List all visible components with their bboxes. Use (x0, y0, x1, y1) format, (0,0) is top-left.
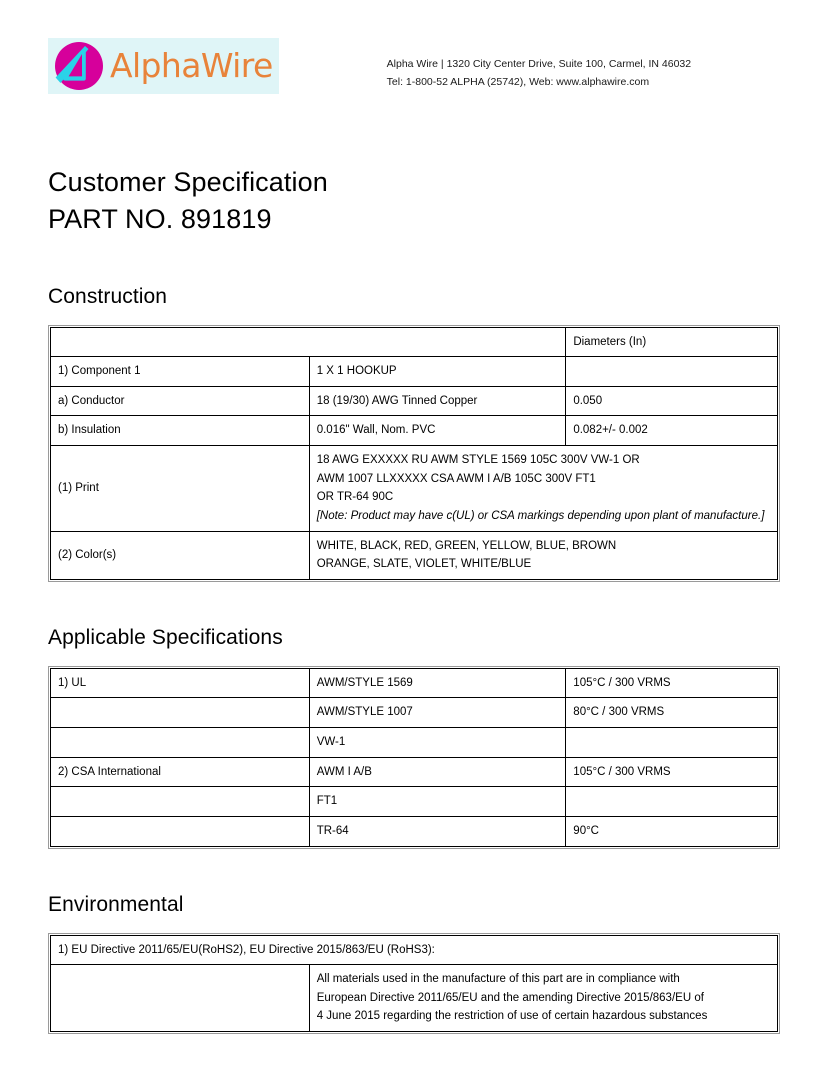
compliance-statement (309, 965, 777, 1032)
construction-table-frame (48, 325, 780, 582)
colors-label: (2) Color(s) (51, 531, 310, 579)
row-value: 0.016" Wall, Nom. PVC (309, 416, 566, 446)
applicable-table-frame (48, 666, 780, 849)
environmental-table (50, 935, 778, 1033)
row-diameter: 0.082+/- 0.002 (566, 416, 778, 446)
row-agency (51, 787, 310, 817)
table-row (51, 668, 778, 698)
table-row (51, 416, 778, 446)
row-rating: 80°C / 300 VRMS (566, 698, 778, 728)
page-title (48, 164, 780, 239)
row-rating: 90°C (566, 816, 778, 846)
environmental-table-frame (48, 933, 780, 1035)
table-row (51, 816, 778, 846)
brand-wordmark: AlphaWire (110, 45, 273, 85)
page-header (48, 0, 780, 124)
row-agency (51, 698, 310, 728)
row-agency (51, 728, 310, 758)
table-row (51, 728, 778, 758)
print-label: (1) Print (51, 446, 310, 532)
construction-table (50, 327, 778, 580)
row-standard: AWM I A/B (309, 757, 566, 787)
colors-value (309, 531, 777, 579)
compliance-line-2: European Directive 2011/65/EU and the amending Directive 2015/863/EU of (316, 991, 704, 1004)
eu-directive-header: 1) EU Directive 2011/65/EU(RoHS2), EU Directive 2015/863/EU (RoHS3): (51, 935, 778, 965)
table-row (51, 386, 778, 416)
compliance-blank-cell (51, 965, 310, 1032)
row-label: b) Insulation (51, 416, 310, 446)
row-standard: TR-64 (309, 816, 566, 846)
row-rating (566, 728, 778, 758)
compliance-line-1: All materials used in the manufacture of this part are in compliance with (316, 973, 680, 986)
colors-line-1: WHITE, BLACK, RED, GREEN, YELLOW, BLUE, BROWN (316, 539, 617, 552)
table-row-header (51, 327, 778, 357)
table-row (51, 698, 778, 728)
table-row (51, 787, 778, 817)
print-line-2: AWM 1007 LLXXXXX CSA AWM I A/B 105C 300V FT1 (316, 472, 596, 485)
section-heading-construction: Construction (48, 284, 168, 308)
row-value: 18 (19/30) AWG Tinned Copper (309, 386, 566, 416)
brand-logo (48, 38, 279, 94)
company-phone-web: Tel: 1-800-52 ALPHA (25742), Web: www.alphawire.com (386, 76, 650, 89)
row-standard: VW-1 (309, 728, 566, 758)
colors-line-2: ORANGE, SLATE, VIOLET, WHITE/BLUE (316, 558, 532, 571)
document-title: Customer Specification (48, 167, 328, 197)
row-standard: FT1 (309, 787, 566, 817)
row-rating: 105°C / 300 VRMS (566, 757, 778, 787)
print-line-3: OR TR-64 90C (316, 491, 394, 504)
row-rating (566, 787, 778, 817)
table-row-directive-header (51, 935, 778, 965)
alpha-wire-logo-mark-icon (52, 39, 106, 93)
table-row (51, 357, 778, 387)
row-rating: 105°C / 300 VRMS (566, 668, 778, 698)
row-label: 1) Component 1 (51, 357, 310, 387)
row-diameter (566, 357, 778, 387)
applicable-specifications-table (50, 668, 778, 847)
row-agency: 1) UL (51, 668, 310, 698)
part-number: PART NO. 891819 (48, 204, 272, 235)
section-heading-environmental: Environmental (48, 892, 184, 916)
table-row-print (51, 446, 778, 532)
compliance-line-3: 4 June 2015 regarding the restriction of use of certain hazardous substances (316, 1010, 708, 1023)
company-contact-info (387, 38, 691, 92)
print-note: [Note: Product may have c(UL) or CSA markings depending upon plant of manufacture.] (316, 509, 765, 522)
row-diameter: 0.050 (566, 386, 778, 416)
print-line-1: 18 AWG EXXXXX RU AWM STYLE 1569 105C 300V VW-1 OR (316, 454, 640, 466)
company-address: Alpha Wire | 1320 City Center Drive, Suite 100, Carmel, IN 46032 (386, 58, 692, 70)
row-label: a) Conductor (51, 386, 310, 416)
print-value (309, 446, 777, 532)
construction-header-diameters: Diameters (In) (566, 327, 778, 357)
row-value: 1 X 1 HOOKUP (309, 357, 566, 387)
section-heading-applicable-specifications: Applicable Specifications (48, 625, 283, 649)
row-standard: AWM/STYLE 1007 (309, 698, 566, 728)
table-row-compliance (51, 965, 778, 1032)
construction-header-blank (51, 327, 566, 357)
row-agency: 2) CSA International (51, 757, 310, 787)
table-row (51, 757, 778, 787)
table-row-colors (51, 531, 778, 579)
row-agency (51, 816, 310, 846)
row-standard: AWM/STYLE 1569 (309, 668, 566, 698)
